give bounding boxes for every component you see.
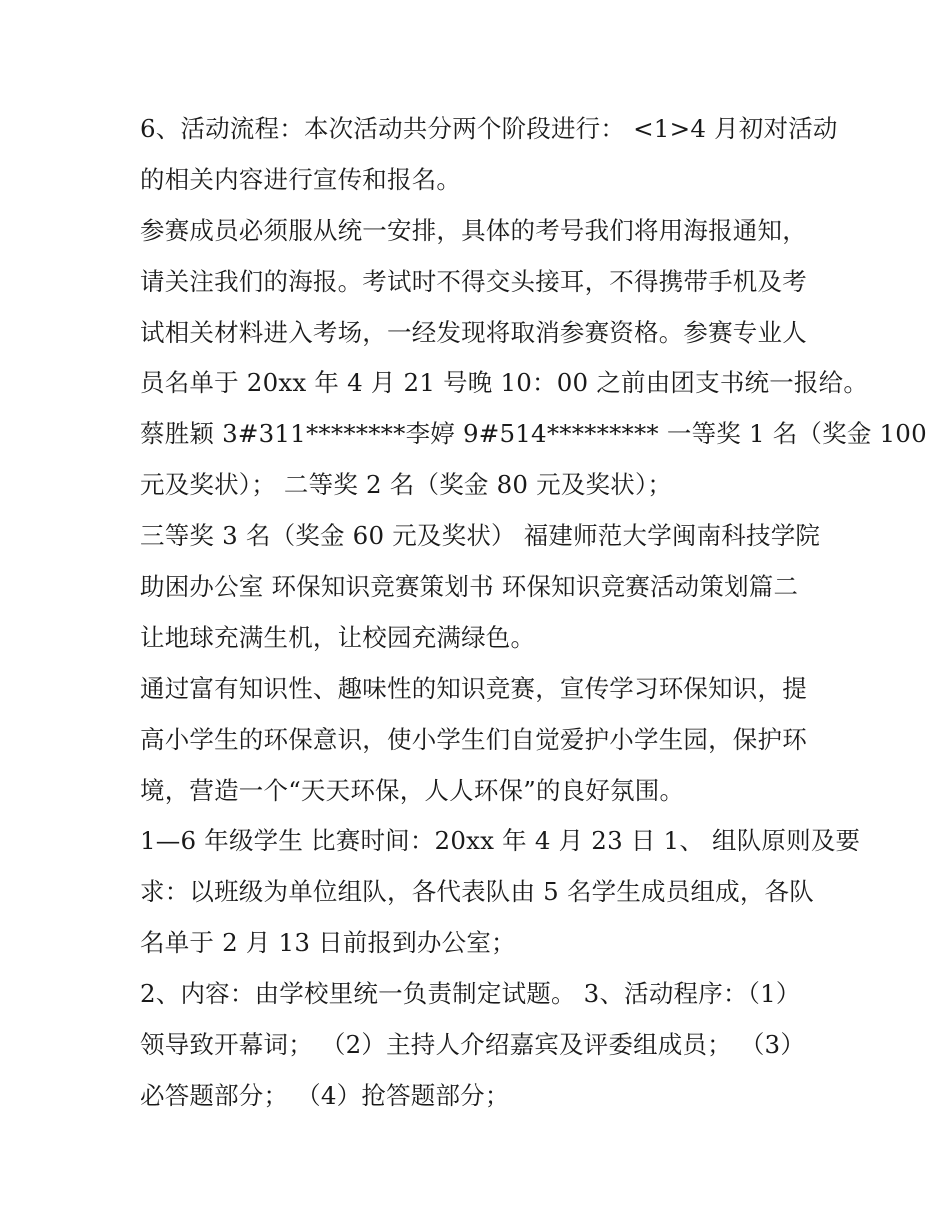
text-line: 蔡胜颖 3#311********李婷 9#514********* 一等奖 1 名（奖金 100 — [140, 419, 927, 449]
text-line: 境，营造一个“天天环保，人人环保”的良好氛围。 — [140, 775, 685, 805]
text-line: 请关注我们的海报。考试时不得交头接耳，不得携带手机及考 — [140, 266, 807, 296]
text-line: 6、活动流程：本次活动共分两个阶段进行： <1>4 月初对活动 — [140, 114, 838, 143]
text-line: 求：以班级为单位组队，各代表队由 5 名学生成员组成，各队 — [140, 877, 814, 907]
text-line: 名单于 2 月 13 日前报到办公室； — [140, 928, 516, 958]
document-body — [140, 104, 927, 1122]
text-line: 领导致开幕词； （2）主持人介绍嘉宾及评委组成员； （3） — [140, 1030, 806, 1060]
text-line: 让地球充满生机，让校园充满绿色。 — [140, 622, 536, 652]
text-line: 三等奖 3 名（奖金 60 元及奖状） 福建师范大学闽南科技学院 — [140, 521, 821, 551]
text-line: 员名单于 20xx 年 4 月 21 号晚 10：00 之前由团支书统一报给。 — [140, 368, 869, 398]
text-line: 通过富有知识性、趣味性的知识竞赛，宣传学习环保知识，提 — [140, 673, 807, 703]
text-line: 1—6 年级学生 比赛时间：20xx 年 4 月 23 日 1、 组队原则及要 — [140, 826, 861, 856]
text-line: 必答题部分； （4）抢答题部分； — [140, 1080, 510, 1110]
text-line: 2、内容：由学校里统一负责制定试题。 3、活动程序：（1） — [140, 979, 801, 1009]
text-line: 助困办公室 环保知识竞赛策划书 环保知识竞赛活动策划篇二 — [140, 572, 799, 602]
text-line: 的相关内容进行宣传和报名。 — [140, 164, 462, 194]
text-line: 高小学生的环保意识，使小学生们自觉爱护小学生园，保护环 — [140, 724, 807, 754]
text-line: 参赛成员必须服从统一安排，具体的考号我们将用海报通知， — [140, 215, 807, 245]
text-line: 试相关材料进入考场，一经发现将取消参赛资格。参赛专业人 — [140, 317, 807, 347]
text-line: 元及奖状）； 二等奖 2 名（奖金 80 元及奖状）； — [140, 470, 673, 500]
